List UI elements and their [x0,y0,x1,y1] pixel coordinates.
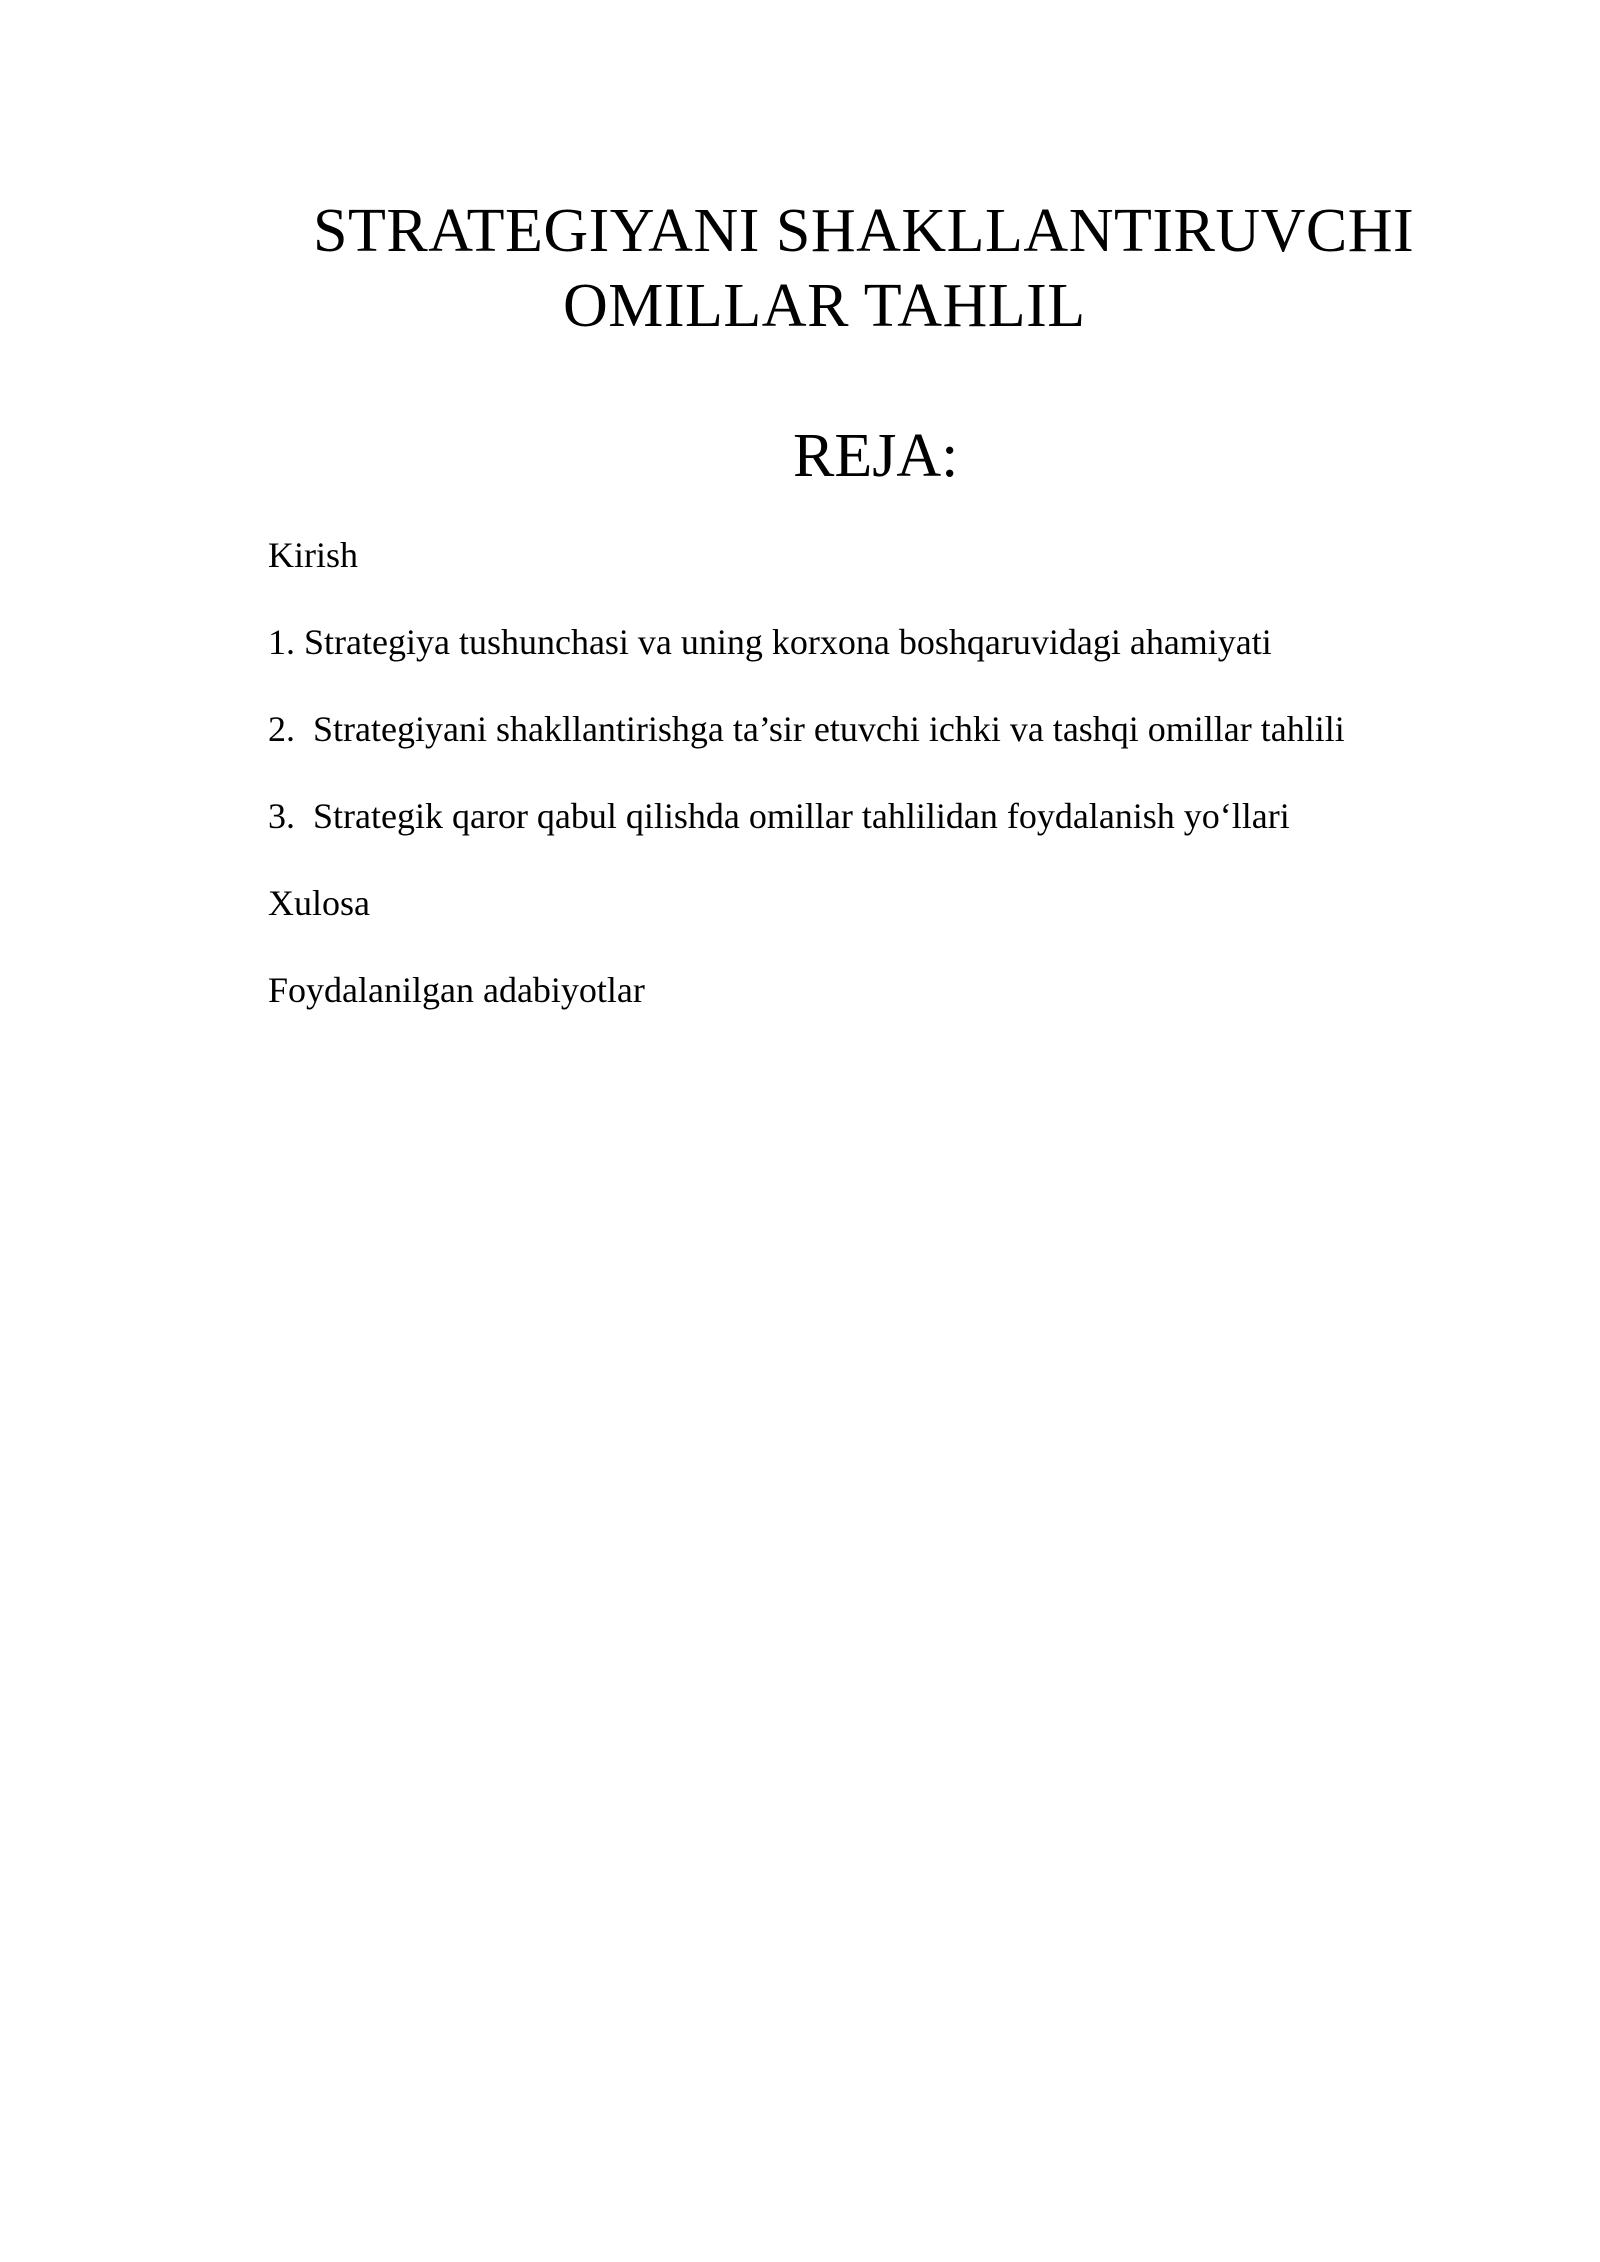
plan-item-3: 3. Strategik qaror qabul qilishda omillar tahlilidan foydalanish yo‘llari [268,796,1290,836]
document-title-line-1: STRATEGIYANI SHAKLLANTIRUVCHI [313,197,1415,265]
plan-item-1: 1. Strategiya tushunchasi va uning korxona boshqaruvidagi ahamiyati [268,622,1272,662]
plan-item-2: 2. Strategiyani shakllantirishga ta’sir etuvchi ichki va tashqi omillar tahlili [268,709,1345,749]
plan-item-introduction: Kirish [268,535,358,575]
plan-item-references: Foydalanilgan adabiyotlar [268,970,645,1010]
plan-item-conclusion: Xulosa [268,883,370,923]
plan-heading: REJA: [793,422,959,490]
document-title-line-2: OMILLAR TAHLIL [563,272,1086,340]
